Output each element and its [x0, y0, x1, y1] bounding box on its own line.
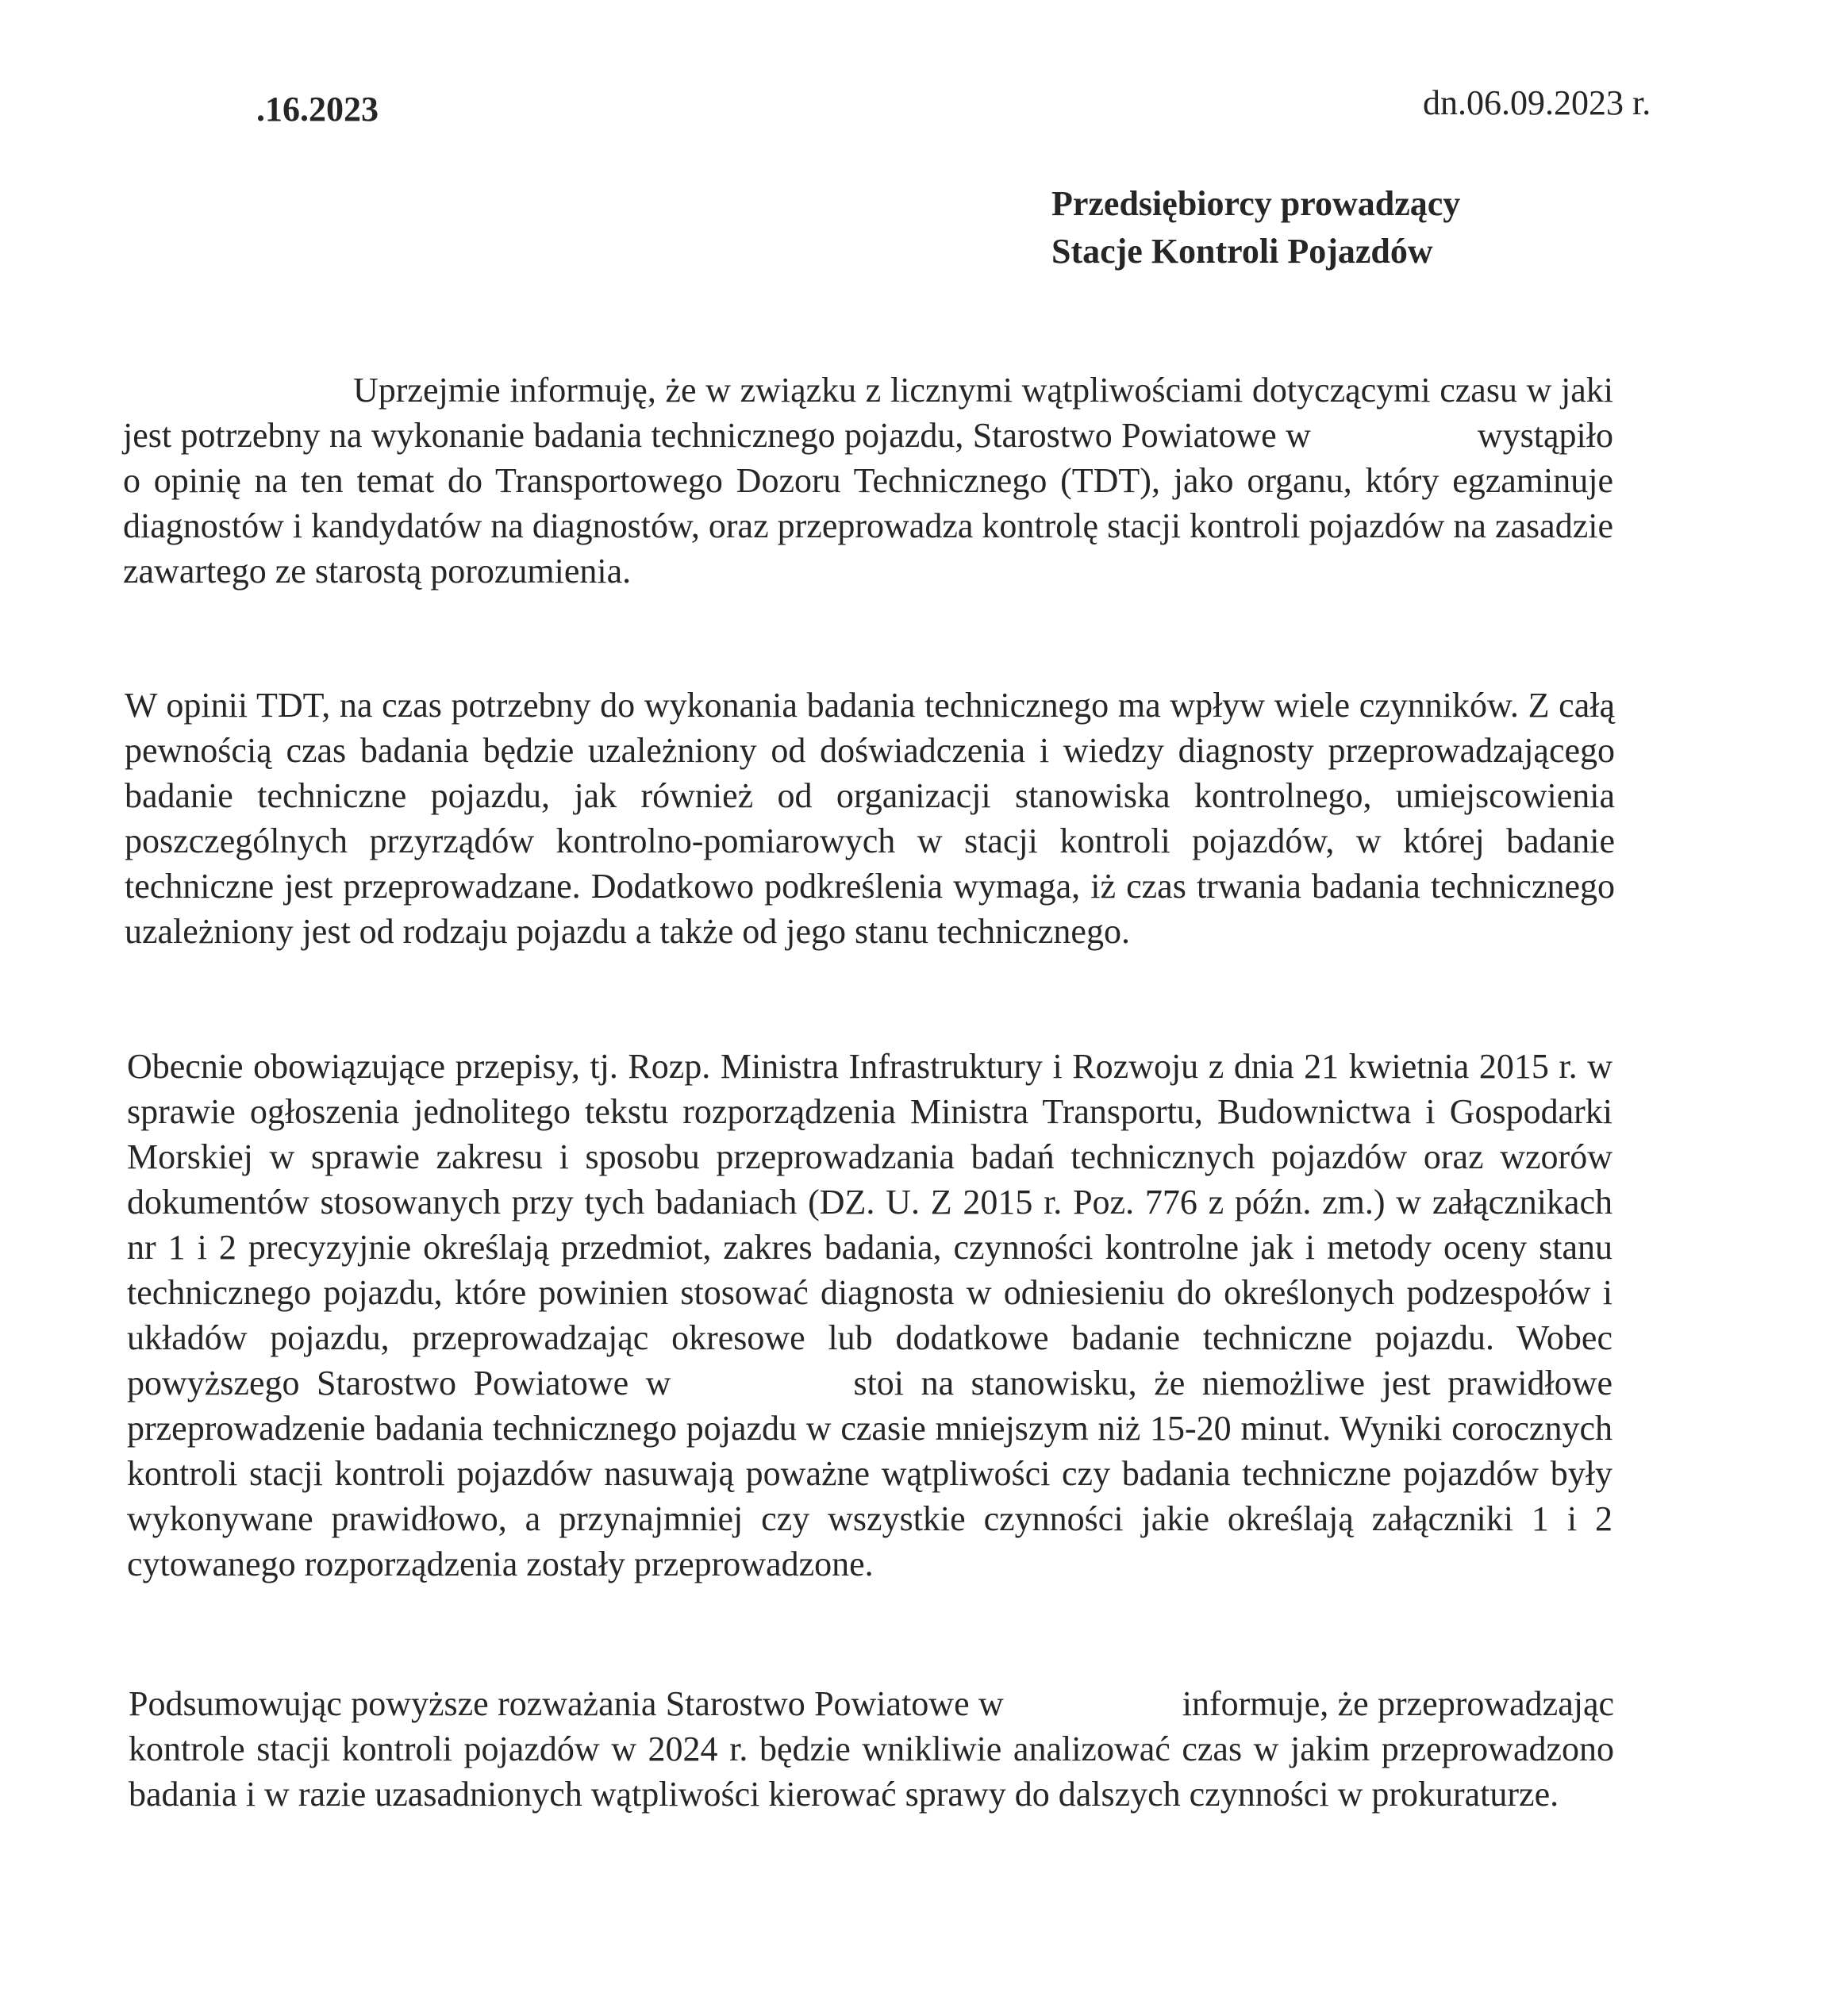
paragraph-2: W opinii TDT, na czas potrzebny do wykonania badania technicznego ma wpływ wiele czynników. Z całą pewnością czas badania będzie uzależniony od doświadczenia i wiedzy diagnosty przeprowadzającego badanie techniczne pojazdu, jak również od organizacji stanowiska kontrolnego, umiejscowienia poszczególnych przyrządów kontrolno-pomiarowych w stacji kontroli pojazdów, w której badanie techniczne jest przeprowadzane. Dodatkowo podkreślenia wymaga, iż czas trwania badania technicznego uzależniony jest od rodzaju pojazdu a także od jego stanu technicznego. — [125, 686, 1615, 951]
paragraph-3 — [127, 1044, 1613, 1587]
paragraph-1 — [123, 367, 1613, 594]
addressee-line-1: Przedsiębiorcy prowadzący — [1051, 184, 1461, 223]
paragraph-3-part-b: stoi na stanowisku, że niemożliwe jest prawidłowe przeprowadzenie badania technicznego pojazdu w czasie mniejszym niż 15-20 minut. Wyniki corocznych kontroli stacji kontroli pojazdów nasuwają poważne wątpliwości czy badania techniczne pojazdów były wykonywane prawidłowo, a przynajmniej czy wszystkie czynności jakie określają załączniki 1 i 2 cytowanego rozporządzenia zostały przeprowadzone. — [127, 1364, 1613, 1583]
paragraph-4-part-b: informuje, że przeprowadzając kontrole stacji kontroli pojazdów w 2024 r. będzie wnikliwie analizować czas w jakim przeprowadzono badania i w razie uzasadnionych wątpliwości kierować sprawy do dalszych czynności w prokuraturze. — [129, 1684, 1615, 1814]
paragraph-4 — [129, 1681, 1614, 1817]
paragraph-3-part-a: Obecnie obowiązujące przepisy, tj. Rozp. Ministra Infrastruktury i Rozwoju z dnia 21 kwietnia 2015 r. w sprawie ogłoszenia jednolitego tekstu rozporządzenia Ministra Transportu, Budownictwa i Gospodarki Morskiej w sprawie zakresu i sposobu przeprowadzania badań technicznych pojazdów oraz wzorów dokumentów stosowanych przy tych badaniach (DZ. U. Z 2015 r. Poz. 776 z późn. zm.) w załącznikach nr 1 i 2 precyzyjnie określają przedmiot, zakres badania, czynności kontrolne jak i metody oceny stanu technicznego pojazdu, które powinien stosować diagnosta w odniesieniu do określonych podzespołów i układów pojazdu, przeprowadzając okresowe lub dodatkowe badanie techniczne pojazdu. Wobec powyższego Starostwo Powiatowe w — [127, 1047, 1613, 1402]
document-date: dn.06.09.2023 r. — [1423, 83, 1651, 122]
paragraph-4-part-a: Podsumowując powyższe rozważania Starostwo Powiatowe w — [129, 1684, 1004, 1723]
paragraph-1-part-b: wystąpiło o opinię na ten temat do Transportowego Dozoru Technicznego (TDT), jako organu, który egzaminuje diagnostów i kandydatów na diagnostów, oraz przeprowadza kontrolę stacji kontroli pojazdów na zasadzie zawartego ze starostą porozumienia. — [123, 416, 1613, 591]
addressee-line-2: Stacje Kontroli Pojazdów — [1051, 232, 1433, 271]
addressee-block — [1051, 180, 1460, 275]
reference-number: .16.2023 — [256, 90, 379, 129]
paragraph-1-part-a: Uprzejmie informuję, że w związku z licznymi wątpliwościami dotyczącymi czasu w jaki jest potrzebny na wykonanie badania technicznego pojazdu, Starostwo Powiatowe w — [123, 371, 1613, 455]
